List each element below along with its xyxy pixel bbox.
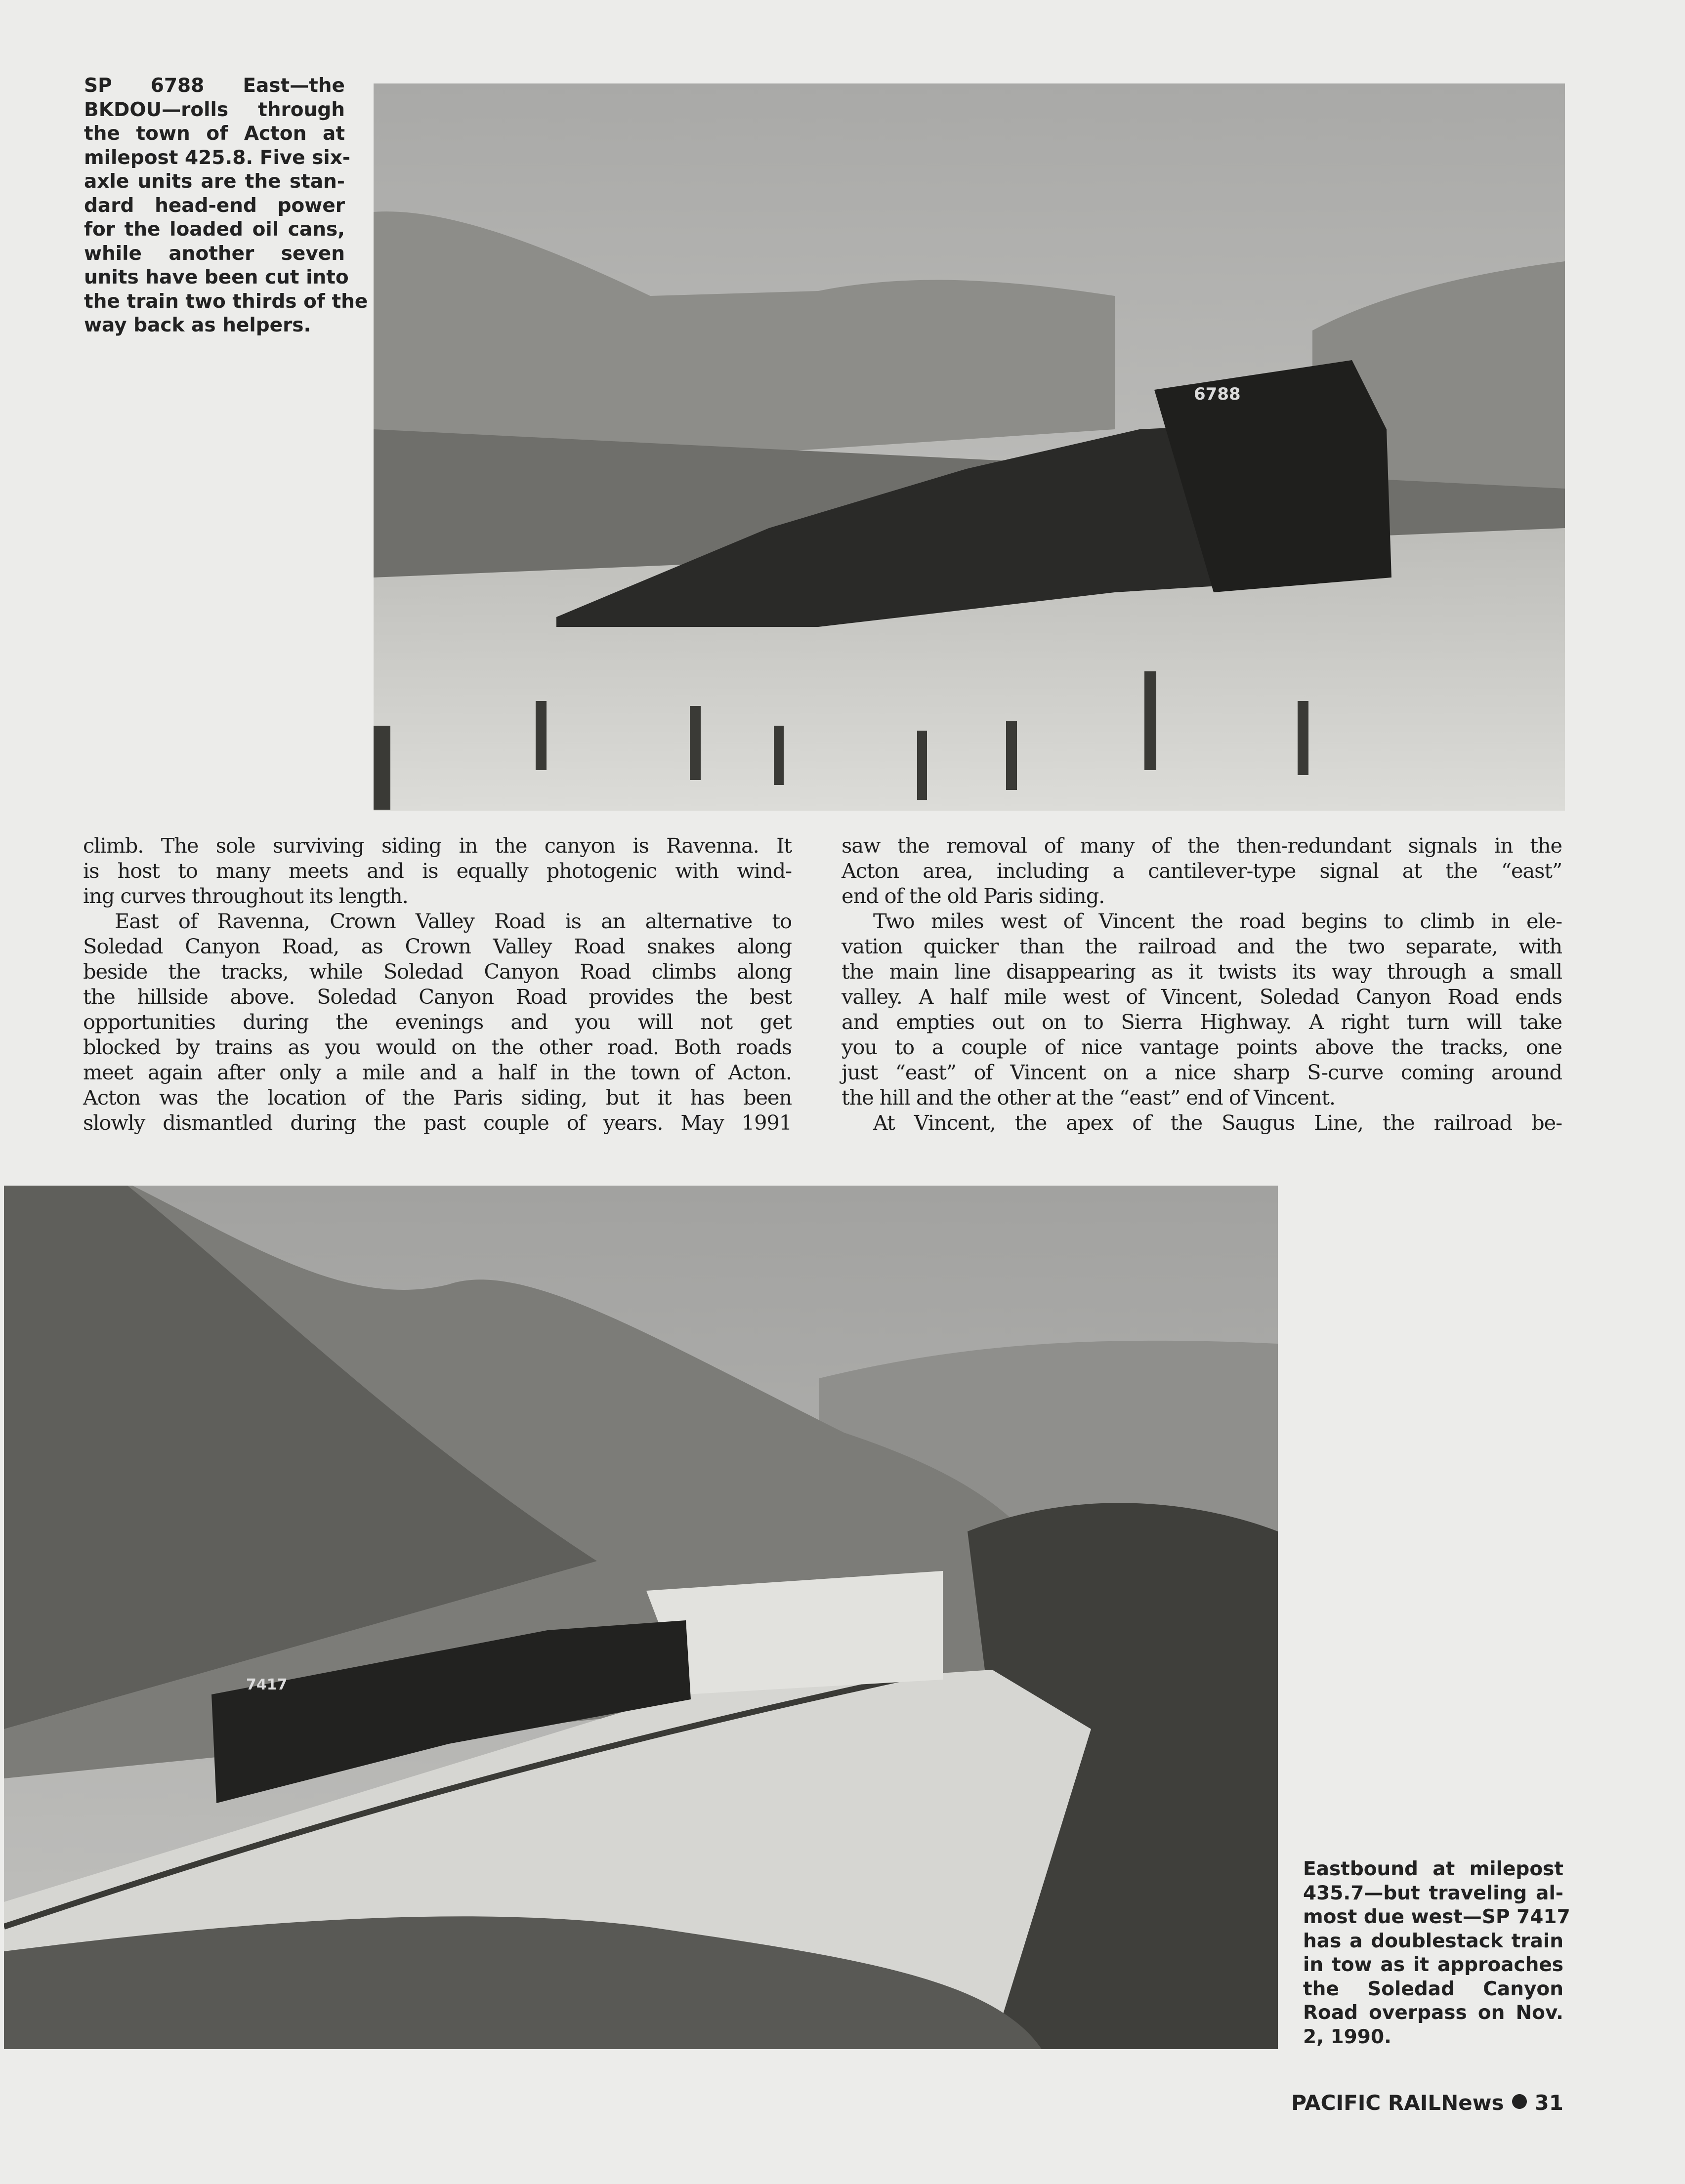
body-text-line: the main line disappearing as it twists its way through a small: [842, 959, 1562, 984]
body-text-line: vation quicker than the railroad and the two separate, with: [842, 934, 1562, 958]
caption-line: most due west—SP 7417: [1303, 1906, 1570, 1928]
page-number: 31: [1534, 2091, 1563, 2115]
magazine-name: PACIFIC RAILNews: [1291, 2091, 1504, 2115]
bullet-icon: [1512, 2094, 1527, 2109]
locomotive-number-7417: 7417: [246, 1676, 288, 1693]
body-text-line: beside the tracks, while Soledad Canyon Road climbs along: [83, 959, 792, 984]
body-text-line: ing curves throughout its length.: [83, 884, 408, 908]
body-text-line: valley. A half mile west of Vincent, Soledad Canyon Road ends: [842, 985, 1562, 1009]
body-text-line: East of Ravenna, Crown Valley Road is an alternative to: [115, 909, 792, 933]
caption-line: 435.7—but traveling al-: [1303, 1882, 1563, 1904]
body-text-line: Soledad Canyon Road, as Crown Valley Road snakes along: [83, 934, 792, 958]
body-text-line: slowly dismantled during the past couple of years. May 1991: [83, 1111, 792, 1135]
body-text-line: the hill and the other at the “east” end of Vincent.: [842, 1085, 1335, 1110]
caption-line: for the loaded oil cans,: [84, 218, 345, 241]
top-photo-caption: [84, 74, 368, 338]
body-text-line: end of the old Paris siding.: [842, 884, 1105, 908]
caption-line: in tow as it approaches: [1303, 1954, 1563, 1976]
body-text-line: Acton area, including a cantilever-type signal at the “east”: [842, 859, 1562, 883]
body-text-line: just “east” of Vincent on a nice sharp S-curve coming around: [842, 1060, 1562, 1084]
body-text-line: blocked by trains as you would on the other road. Both roads: [83, 1035, 792, 1059]
caption-line: the Soledad Canyon: [1303, 1978, 1563, 2000]
caption-line: dard head-end power: [84, 194, 345, 217]
body-text-line: At Vincent, the apex of the Saugus Line, the railroad be-: [873, 1111, 1562, 1135]
caption-line: the town of Acton at: [84, 123, 345, 145]
photo-sp-7417-doublestack: [4, 1186, 1278, 2049]
photo-sp-6788-oil-train: [374, 83, 1565, 811]
body-text-line: opportunities during the evenings and you will not get: [83, 1010, 792, 1034]
caption-line: while another seven: [84, 242, 345, 265]
caption-line: Road overpass on Nov.: [1303, 2002, 1563, 2024]
body-column-left: [83, 833, 792, 1135]
caption-line: way back as helpers.: [84, 314, 311, 336]
caption-line: BKDOU—rolls through: [84, 98, 345, 121]
body-text-line: Acton was the location of the Paris siding, but it has been: [83, 1085, 792, 1110]
body-text-line: climb. The sole surviving siding in the canyon is Ravenna. It: [83, 833, 792, 858]
body-text-line: the hillside above. Soledad Canyon Road provides the best: [83, 985, 792, 1009]
body-column-right: [842, 833, 1562, 1135]
doublestack-containers: [646, 1571, 943, 1694]
page-footer: [1291, 2091, 1563, 2115]
caption-line: Eastbound at milepost: [1303, 1858, 1563, 1880]
body-text-line: and empties out on to Sierra Highway. A right turn will take: [842, 1010, 1562, 1034]
body-text-line: meet again after only a mile and a half in the town of Acton.: [83, 1060, 792, 1084]
caption-line: units have been cut into: [84, 266, 349, 288]
caption-line: has a doublestack train: [1303, 1930, 1563, 1952]
caption-line: the train two thirds of the: [84, 290, 368, 313]
caption-line: axle units are the stan-: [84, 170, 345, 193]
body-text-line: Two miles west of Vincent the road begins to climb in ele-: [873, 909, 1562, 933]
bottom-photo-caption: [1303, 1857, 1570, 2049]
caption-line: milepost 425.8. Five six-: [84, 146, 351, 169]
locomotive-number-6788: 6788: [1194, 384, 1241, 404]
body-text-line: you to a couple of nice vantage points above the tracks, one: [842, 1035, 1562, 1059]
body-text-line: is host to many meets and is equally photogenic with wind-: [83, 859, 792, 883]
caption-line: 2, 1990.: [1303, 2025, 1391, 2048]
caption-line: SP 6788 East—the: [84, 75, 345, 97]
body-text-line: saw the removal of many of the then-redundant signals in the: [842, 833, 1562, 858]
